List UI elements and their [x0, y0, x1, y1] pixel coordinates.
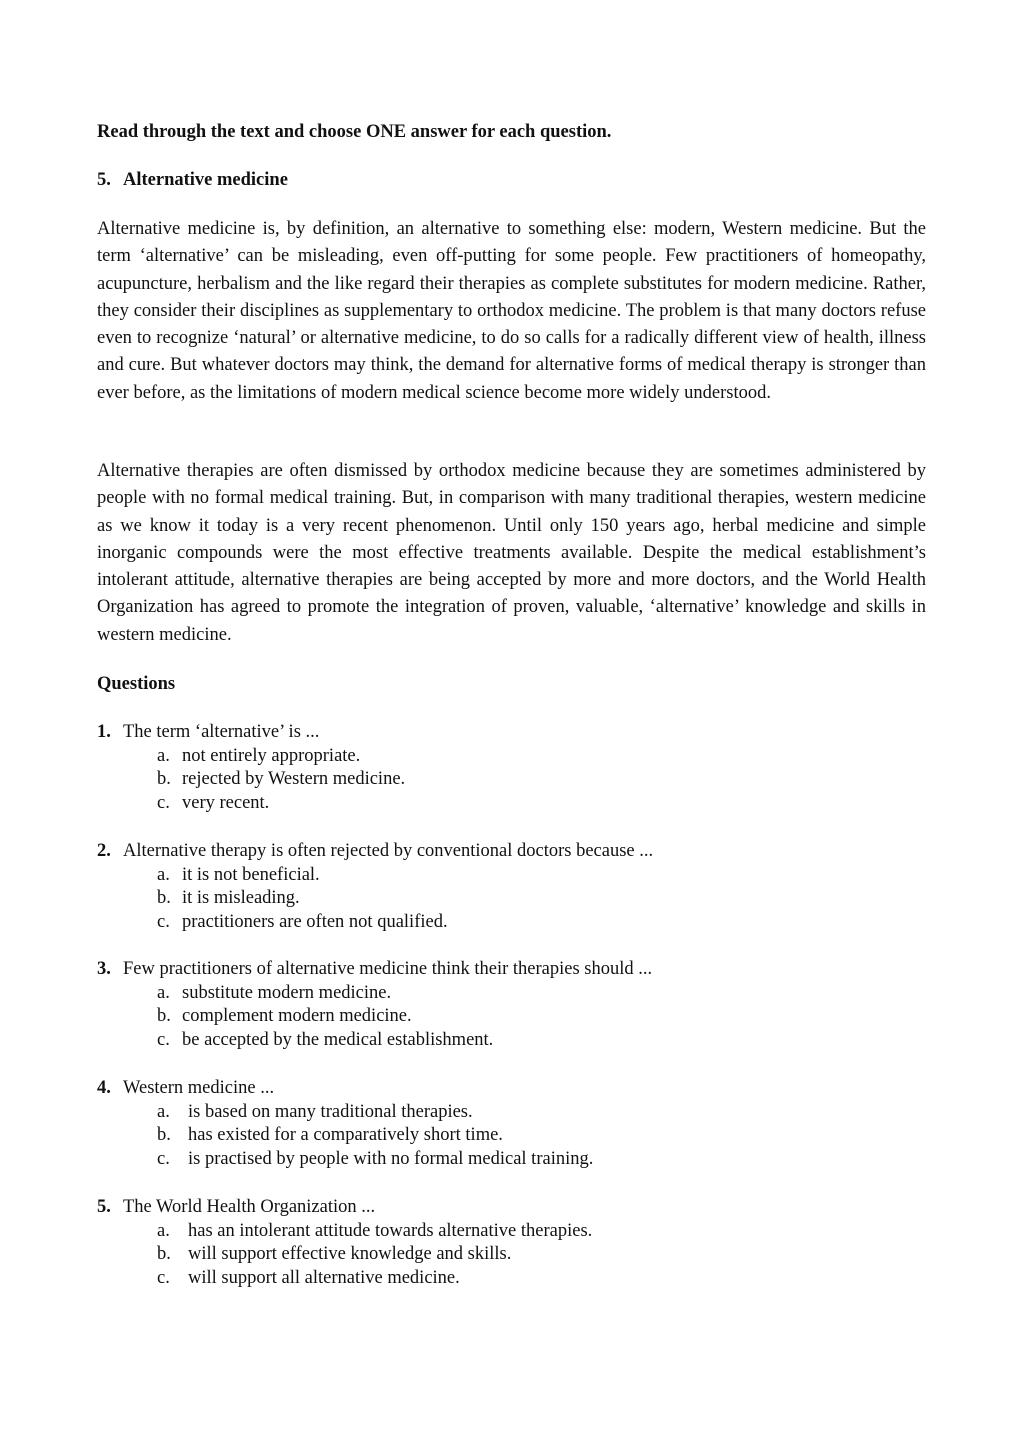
- section-number: 5.: [97, 170, 111, 190]
- question-2: [97, 840, 653, 935]
- question-1: [97, 721, 405, 816]
- answer-option[interactable]: [97, 1124, 593, 1148]
- option-text: complement modern medicine.: [182, 1006, 412, 1027]
- option-text: has an intolerant attitude towards alternative therapies.: [188, 1220, 593, 1241]
- answer-option[interactable]: [97, 1101, 593, 1125]
- option-label: c.: [157, 1149, 170, 1170]
- option-label: c.: [157, 793, 170, 814]
- option-label: b.: [157, 1006, 171, 1027]
- passage-paragraph-1: Alternative medicine is, by definition, an alternative to something else: modern, Western medicine. But the term ‘alternative’ can be misleading, even off-putting for some people. Few practitioners of homeopathy, acupuncture, herbalism and the like regard their therapies as complete substitutes for modern medicine. Rather, they consider their disciplines as supplementary to orthodox medicine. The problem is that many doctors refuse even to recognize ‘natural’ or alternative medicine, to do so calls for a radically different view of health, illness and cure. But whatever doctors may think, the demand for alternative forms of medical therapy is stronger than ever before, as the limitations of modern medical science become more widely understood.: [97, 219, 926, 403]
- answer-option[interactable]: [97, 1148, 593, 1172]
- section-heading: [97, 170, 288, 191]
- answer-option[interactable]: [97, 911, 653, 935]
- option-text: is practised by people with no formal medical training.: [188, 1149, 594, 1170]
- answer-option[interactable]: [97, 982, 652, 1006]
- answer-option[interactable]: [97, 1005, 652, 1029]
- option-text: practitioners are often not qualified.: [182, 912, 448, 933]
- option-label: b.: [157, 1125, 171, 1146]
- question-number: 5.: [97, 1197, 111, 1217]
- question-stem: Alternative therapy is often rejected by conventional doctors because ...: [123, 841, 654, 861]
- option-label: a.: [157, 1101, 170, 1122]
- section-title: Alternative medicine: [123, 170, 288, 190]
- question-number: 1.: [97, 722, 111, 742]
- answer-option[interactable]: [97, 1029, 652, 1053]
- option-label: c.: [157, 912, 170, 933]
- answer-option[interactable]: [97, 1243, 592, 1267]
- option-label: a.: [157, 864, 170, 885]
- answer-option[interactable]: [97, 745, 405, 769]
- option-label: c.: [157, 1268, 170, 1289]
- option-label: b.: [157, 769, 171, 790]
- option-label: a.: [157, 745, 170, 766]
- option-label: a.: [157, 982, 170, 1003]
- answer-option[interactable]: [97, 864, 653, 888]
- question-number: 3.: [97, 959, 111, 979]
- option-text: will support all alternative medicine.: [188, 1268, 460, 1289]
- passage-paragraph-2: Alternative therapies are often dismissed by orthodox medicine because they are sometimes administered by people with no formal medical training. But, in comparison with many traditional therapies, western medicine as we know it today is a very recent phenomenon. Until only 150 years ago, herbal medicine and simple inorganic compounds were the most effective treatments available. Despite the medical establishment’s intolerant attitude, alternative therapies are being accepted by more and more doctors, and the World Health Organization has agreed to promote the integration of proven, valuable, ‘alternative’ knowledge and skills in western medicine.: [97, 461, 926, 645]
- question-stem: Western medicine ...: [123, 1078, 275, 1098]
- question-stem: The term ‘alternative’ is ...: [123, 722, 320, 742]
- option-label: b.: [157, 1244, 171, 1265]
- option-text: rejected by Western medicine.: [182, 769, 406, 790]
- option-label: b.: [157, 888, 171, 909]
- option-text: substitute modern medicine.: [182, 982, 392, 1003]
- option-label: a.: [157, 1220, 170, 1241]
- question-4: [97, 1077, 593, 1172]
- option-text: has existed for a comparatively short time.: [188, 1125, 503, 1146]
- question-5: [97, 1196, 592, 1291]
- option-text: it is misleading.: [182, 888, 300, 909]
- option-text: not entirely appropriate.: [182, 745, 361, 766]
- option-text: very recent.: [182, 793, 270, 814]
- question-number: 2.: [97, 841, 111, 861]
- questions-heading: Questions: [97, 674, 176, 694]
- option-text: be accepted by the medical establishment.: [182, 1030, 494, 1051]
- option-label: c.: [157, 1030, 170, 1051]
- option-text: is based on many traditional therapies.: [188, 1101, 473, 1122]
- option-text: will support effective knowledge and skills.: [188, 1244, 512, 1265]
- question-stem: Few practitioners of alternative medicine think their therapies should ...: [123, 959, 653, 979]
- answer-option[interactable]: [97, 1220, 592, 1244]
- instructions: Read through the text and choose ONE answer for each question.: [97, 122, 612, 142]
- question-3: [97, 958, 652, 1053]
- answer-option[interactable]: [97, 887, 653, 911]
- question-number: 4.: [97, 1078, 111, 1098]
- answer-option[interactable]: [97, 1267, 592, 1291]
- option-text: it is not beneficial.: [182, 864, 320, 885]
- question-stem: The World Health Organization ...: [123, 1197, 376, 1217]
- answer-option[interactable]: [97, 768, 405, 792]
- answer-option[interactable]: [97, 792, 405, 816]
